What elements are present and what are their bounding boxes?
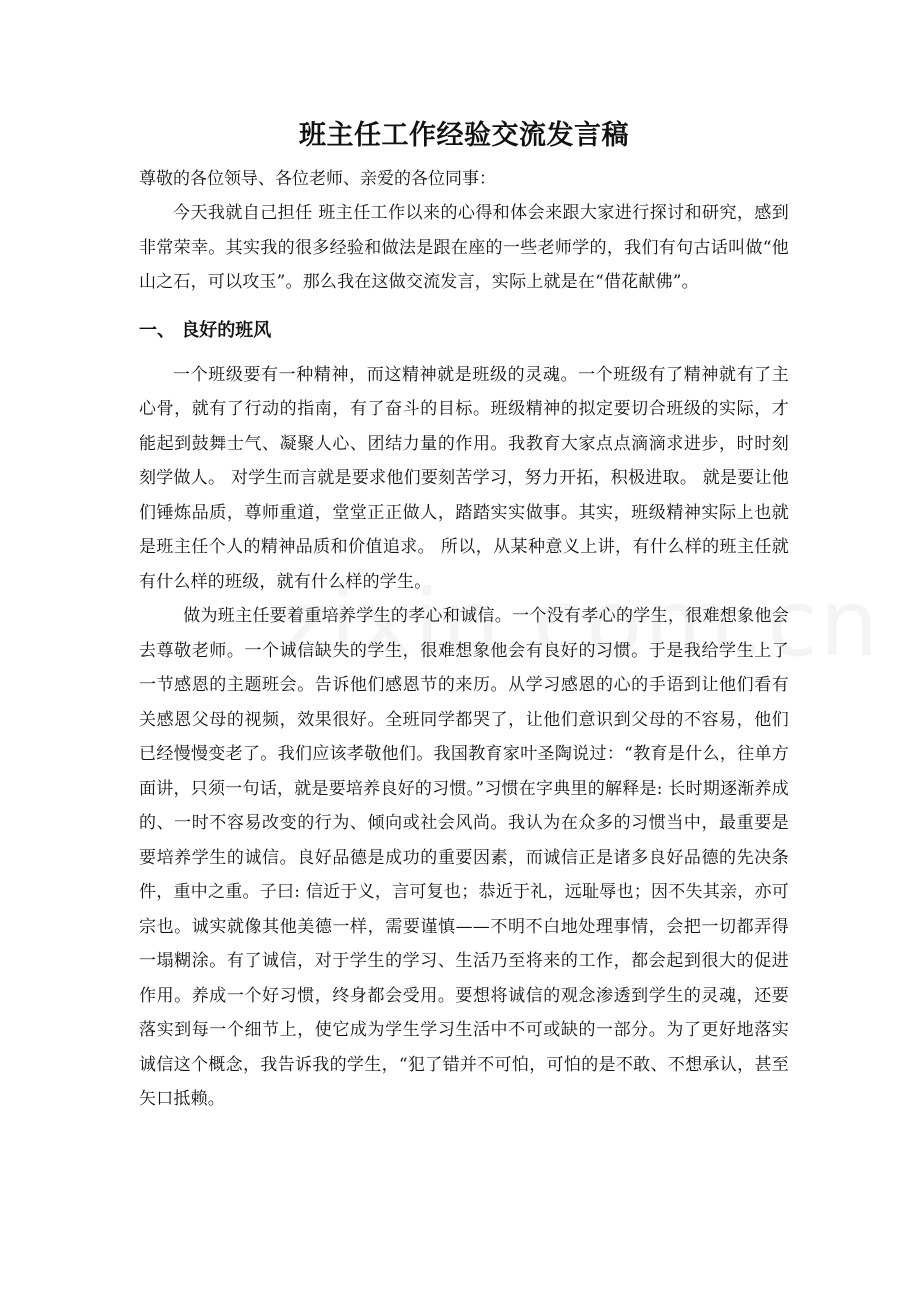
section-paragraph-2: 做为班主任要着重培养学生的孝心和诚信。一个没有孝心的学生，很难想象他会去尊敬老师。一个诚信缺失的学生，很难想象他会有良好的习惯。于是我给学生上了一节感恩的主题班会。告诉他们感恩节的来历。从学习感恩的心的手语到让他们看有关感恩父母的视频，效果很好。全班同学都哭了，让他们意识到父母的不容易，他们已经慢慢变老了。我们应该孝敬他们。我国教育家叶圣陶说过：“教育是什么，往单方面讲，只须一句话，就是要培养良好的习惯。”习惯在字典里的解释是: 长时期逐渐养成的、一时不容易改变的行为、倾向或社会风尚。我认为在众多的习惯当中，最重要是要培养学生的诚信。良好品德是成功的重要因素，而诚信正是诸多良好品德的先决条件，重中之重。子曰: 信近于义，言可复也；恭近于礼，远耻辱也；因不失其亲，亦可宗也。诚实就像其他美德一样，需要谨慎——不明不白地处理事情，会把一切都弄得一塌糊涂。有了诚信，对于学生的学习、生活乃至将来的工作，都会起到很大的促进作用。养成一个好习惯，终身都会受用。要想将诚信的观念渗透到学生的灵魂，还要落实到每一个细节上，使它成为学生学习生活中不可或缺的一部分。为了更好地落实诚信这个概念，我告诉我的学生，“犯了错并不可怕，可怕的是不敢、不想承认，甚至矢口抵赖。 bbox=[139, 606, 789, 1109]
salutation: 尊敬的各位领导、各位老师、亲爱的各位同事： bbox=[139, 169, 496, 189]
intro-paragraph: 今天我就自己担任 班主任工作以来的心得和体会来跟大家进行探讨和研究，感到非常荣幸。其实我的很多经验和做法是跟在座的一些老师学的，我们有句古话叫做“他山之石，可以攻玉”。那么我在这做交流发言，实际上就是在“借花献佛”。 bbox=[139, 203, 789, 292]
section-paragraph-1: 一个班级要有一种精神，而这精神就是班级的灵魂。一个班级有了精神就有了主心骨，就有了行动的指南，有了奋斗的目标。班级精神的拟定要切合班级的实际，才能起到鼓舞士气、凝聚人心、团结力量的作用。我教育大家点点滴滴求进步，时时刻刻学做人。 对学生而言就是要求他们要刻苦学习，努力开拓，积极进取。 就是要让他们锤炼品质，尊师重道，堂堂正正做人，踏踏实实做事。其实，班级精神实际上也就是班主任个人的精神品质和价值追求。 所以，从某种意义上讲，有什么样的班主任就有什么样的班级，就有什么样的学生。 bbox=[139, 364, 789, 592]
document-title: 班主任工作经验交流发言稿 bbox=[299, 120, 629, 151]
document-body bbox=[139, 112, 789, 1117]
section-heading: 一、 良好的班风 bbox=[139, 319, 272, 341]
